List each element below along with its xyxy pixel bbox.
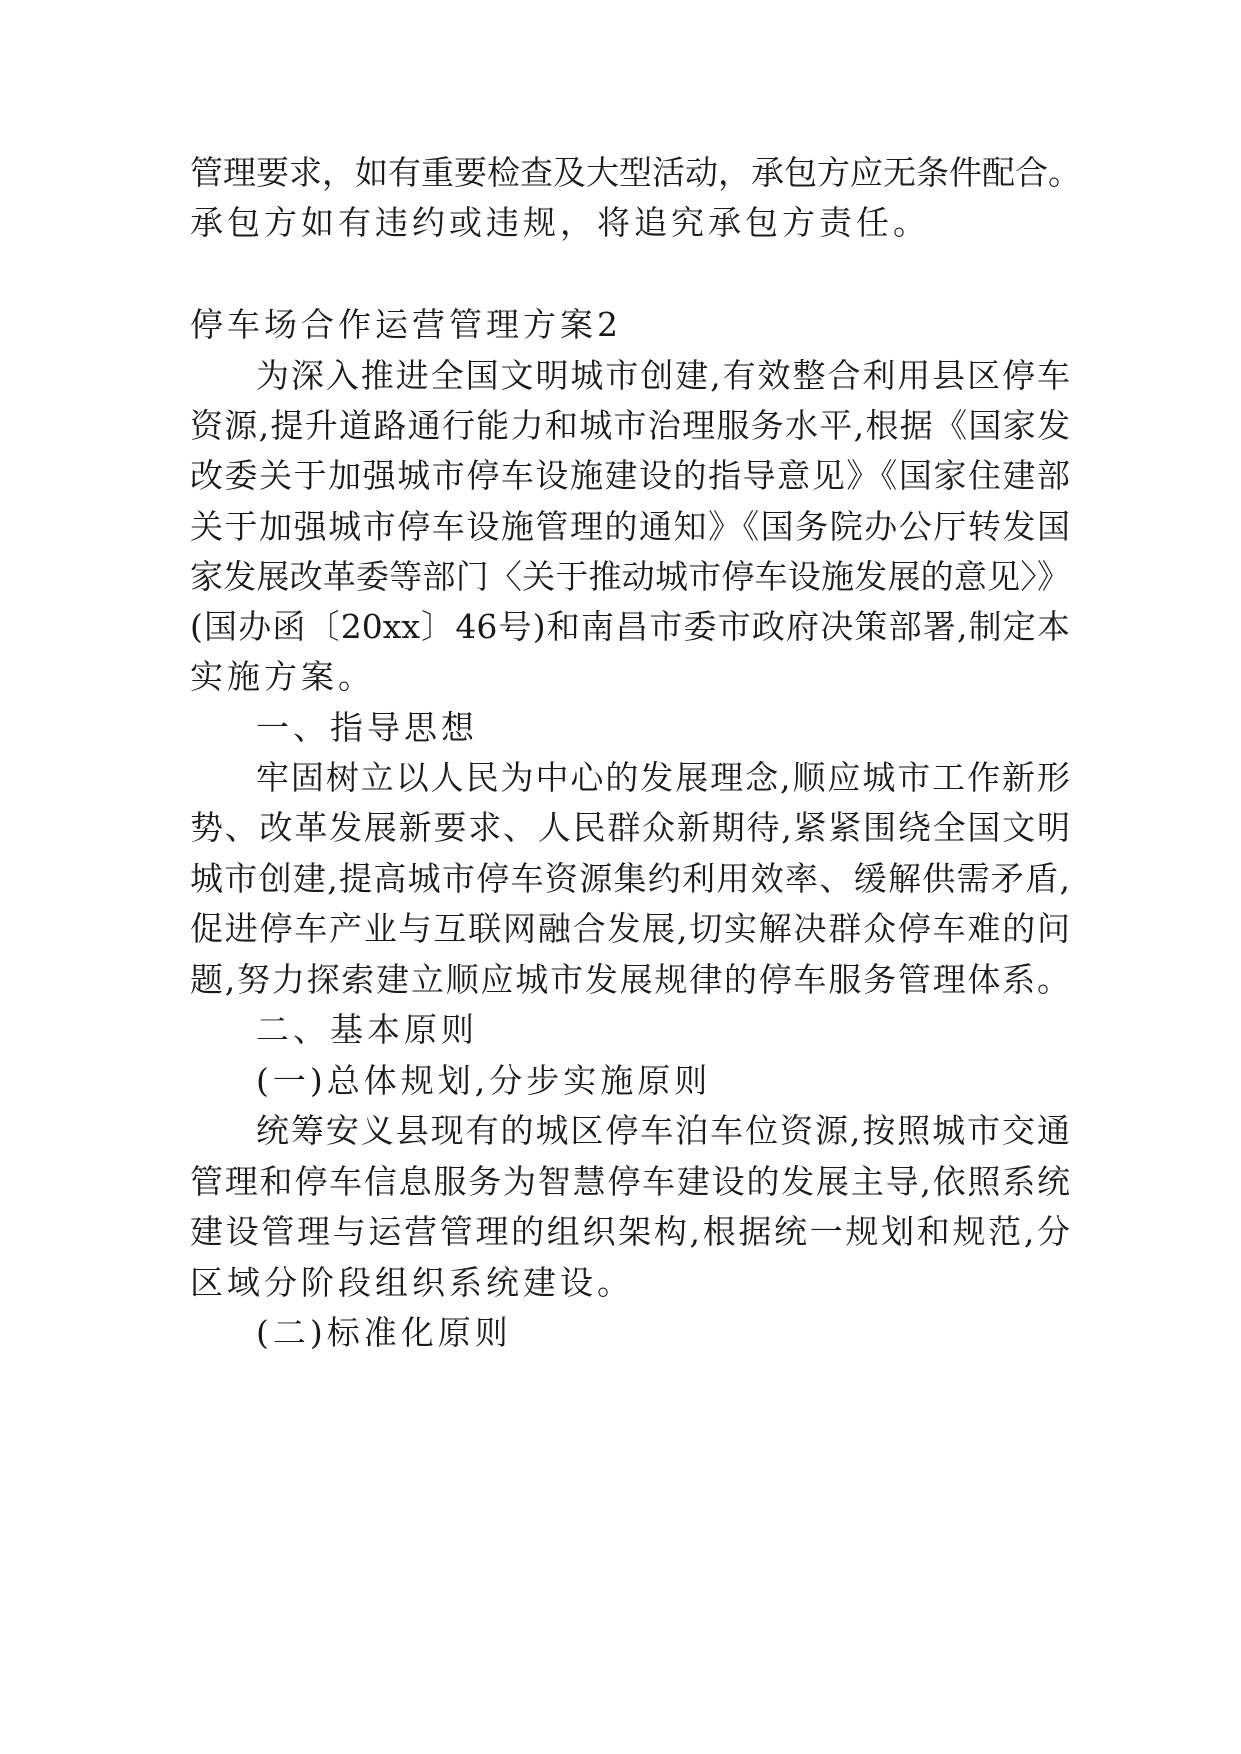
body-text-line: 关于加强城市停车设施管理的通知》《国务院办公厅转发国	[190, 507, 1070, 546]
body-text-line: 实施方案。	[190, 657, 375, 696]
body-text-line: 家发展改革委等部门〈关于推动城市停车设施发展的意见〉》	[190, 557, 1070, 596]
body-text-line: 承包方如有违约或违规，将追究承包方责任。	[190, 203, 930, 242]
body-text-line: (国办函〔20xx〕46号)和南昌市委市政府决策部署,制定本	[190, 607, 1070, 646]
body-text-line: 管理和停车信息服务为智慧停车建设的发展主导,依照系统	[190, 1162, 1070, 1201]
body-text-line: 资源,提升道路通行能力和城市治理服务水平,根据《国家发	[190, 406, 1070, 445]
body-text-line: 为深入推进全国文明城市创建,有效整合利用县区停车	[256, 356, 1070, 395]
body-text-line: 城市创建,提高城市停车资源集约利用效率、缓解供需矛盾,	[190, 859, 1070, 898]
section-title: 停车场合作运营管理方案2	[190, 305, 622, 344]
body-text-line: 题,努力探索建立顺应城市发展规律的停车服务管理体系。	[190, 960, 1070, 999]
body-text-line: 促进停车产业与互联网融合发展,切实解决群众停车难的问	[190, 909, 1070, 948]
body-text-line: 改委关于加强城市停车设施建设的指导意见》《国家住建部	[190, 456, 1070, 495]
body-text-line: 势、改革发展新要求、人民群众新期待,紧紧围绕全国文明	[190, 808, 1070, 847]
body-text-line: 牢固树立以人民为中心的发展理念,顺应城市工作新形	[256, 758, 1070, 797]
heading-guiding-ideology: 一、指导思想	[256, 708, 478, 747]
subheading-overall-planning: (一)总体规划,分步实施原则	[256, 1061, 712, 1100]
heading-basic-principles: 二、基本原则	[256, 1010, 478, 1049]
body-text-line: 管理要求，如有重要检查及大型活动，承包方应无条件配合。	[190, 153, 1081, 192]
body-text-line: 建设管理与运营管理的组织架构,根据统一规划和规范,分	[190, 1212, 1070, 1251]
subheading-standardization: (二)标准化原则	[256, 1313, 512, 1352]
body-text-line: 统筹安义县现有的城区停车泊车位资源,按照城市交通	[256, 1111, 1070, 1150]
body-text-line: 区域分阶段组织系统建设。	[190, 1263, 634, 1302]
